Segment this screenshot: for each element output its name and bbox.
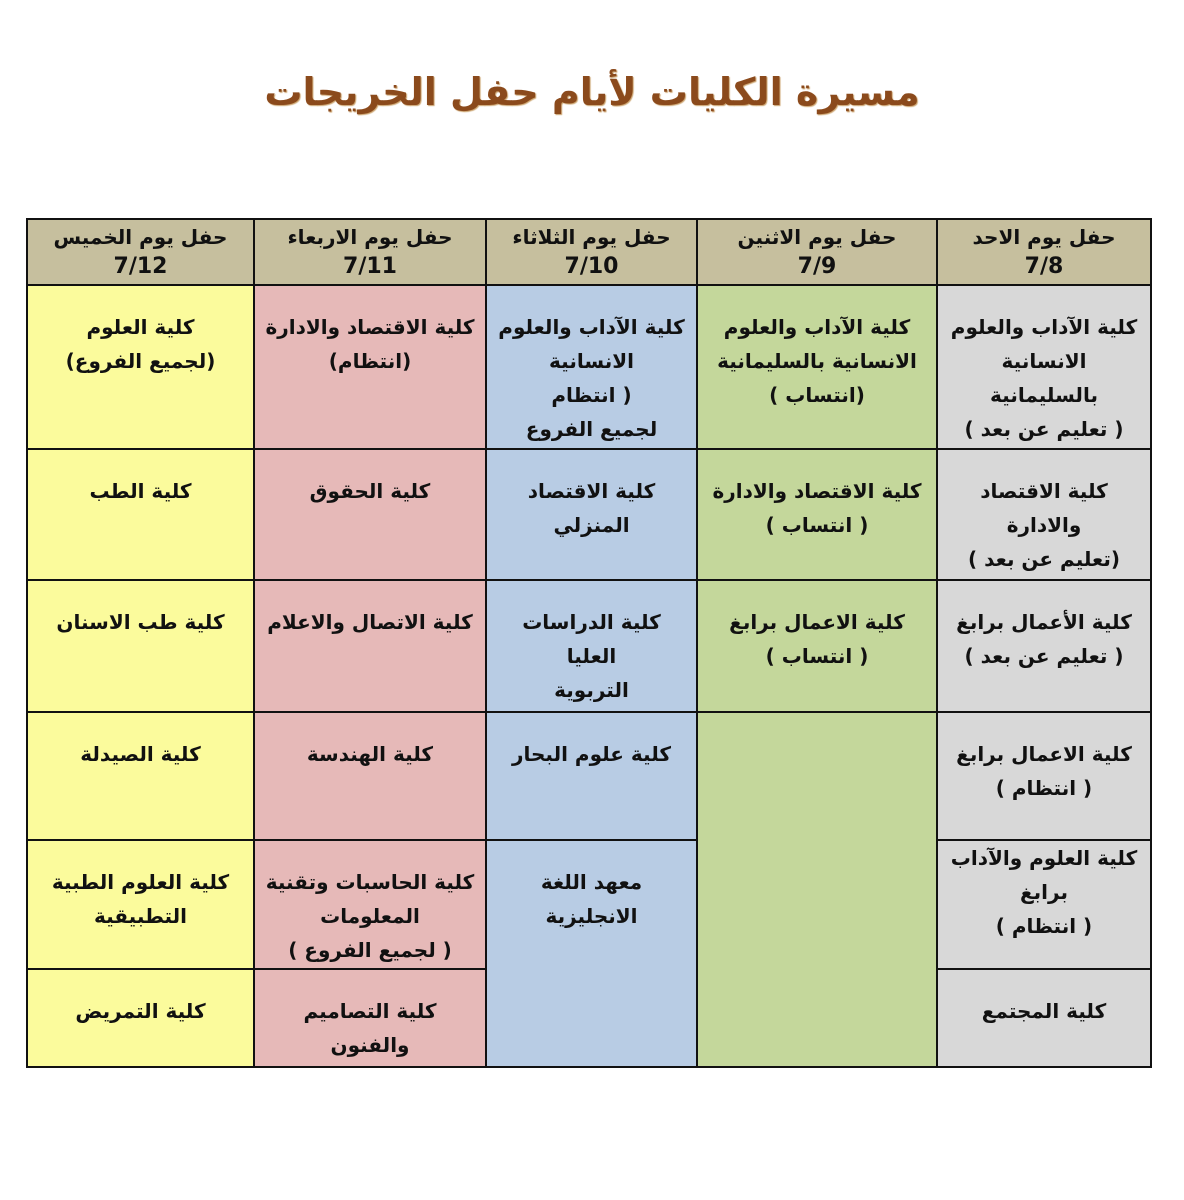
college-name: كلية الهندسة [306,742,434,766]
tuesday-cell [486,580,697,712]
tuesday-cell [486,449,697,580]
sunday-cell [937,285,1151,449]
college-name: كلية علوم البحار [511,742,671,766]
table-row [27,840,1151,969]
thursday-cell [27,840,254,969]
college-name: كلية الآداب والعلوم الانسانية ( انتظام لجميع الفروع [498,315,685,441]
college-name: كلية الآداب والعلوم الانسانية بالسليمانية (انتساب ) [717,315,917,407]
tuesday-cell [486,285,697,449]
college-name: كلية المجتمع [981,999,1107,1023]
college-name: كلية الاتصال والاعلام [267,610,473,634]
wednesday-cell [254,969,486,1067]
college-name: كلية الأعمال برابغ ( تعليم عن بعد ) [956,610,1132,668]
college-name: كلية الاعمال برابغ ( انتظام ) [956,742,1132,800]
header-monday [697,219,937,285]
day-name: حفل يوم الثلاثاء [512,225,671,249]
college-name: كلية العلوم (لجميع الفروع) [65,315,216,373]
college-name: كلية الاقتصاد والادارة ( انتساب ) [712,479,922,537]
day-name: حفل يوم الاثنين [737,225,897,249]
college-name: كلية الاقتصاد والادارة (انتظام) [265,315,475,373]
wednesday-cell [254,449,486,580]
college-name: كلية الاعمال برابغ ( انتساب ) [729,610,905,668]
tuesday-cell [486,840,697,1067]
sunday-cell [937,712,1151,840]
header-thursday [27,219,254,285]
sunday-cell [937,449,1151,580]
day-date: 7/10 [564,254,619,279]
monday-empty-cell [697,712,937,1067]
sunday-cell [937,969,1151,1067]
day-name: حفل يوم الاحد [972,225,1116,249]
header-row [27,219,1151,285]
college-name: كلية طب الاسنان [56,610,225,634]
thursday-cell [27,969,254,1067]
header-tuesday [486,219,697,285]
tuesday-cell [486,712,697,840]
college-name: كلية الحقوق [309,479,431,503]
college-name: كلية العلوم الطبية التطبيقية [51,870,230,928]
schedule-table [26,218,1152,1068]
day-date: 7/9 [797,254,837,279]
header-sunday [937,219,1151,285]
day-name: حفل يوم الخميس [53,225,228,249]
college-name: كلية العلوم والآداب برابغ ( انتظام ) [950,846,1138,938]
day-name: حفل يوم الاربعاء [287,225,453,249]
college-name: كلية الحاسبات وتقنية المعلومات ( لجميع الفروع ) [265,870,475,962]
thursday-cell [27,285,254,449]
college-name: كلية التمريض [75,999,206,1023]
thursday-cell [27,580,254,712]
wednesday-cell [254,285,486,449]
day-date: 7/12 [113,254,168,279]
monday-cell [697,449,937,580]
thursday-cell [27,712,254,840]
header-wednesday [254,219,486,285]
day-date: 7/11 [343,254,397,279]
sunday-cell [937,580,1151,712]
college-name: كلية الطب [89,479,192,503]
college-name: كلية الصيدلة [80,742,201,766]
monday-cell [697,285,937,449]
sunday-cell [937,840,1151,969]
wednesday-cell [254,840,486,969]
college-name: معهد اللغة الانجليزية [540,870,643,928]
college-name: كلية الاقتصاد المنزلي [527,479,656,537]
thursday-cell [27,449,254,580]
monday-cell [697,580,937,712]
table-row [27,580,1151,712]
day-date: 7/8 [1024,254,1064,279]
table-row [27,449,1151,580]
college-name: كلية الدراسات العليا التربوية [522,610,661,702]
college-name: كلية التصاميم والفنون [303,999,437,1057]
college-name: كلية الاقتصاد والادارة (تعليم عن بعد ) [968,479,1120,571]
table-row [27,285,1151,449]
college-name: كلية الآداب والعلوم الانسانية بالسليمانية ( تعليم عن بعد ) [950,315,1138,441]
page-title: مسيرة الكليات لأيام حفل الخريجات [264,70,920,114]
table-row [27,712,1151,840]
wednesday-cell [254,580,486,712]
wednesday-cell [254,712,486,840]
